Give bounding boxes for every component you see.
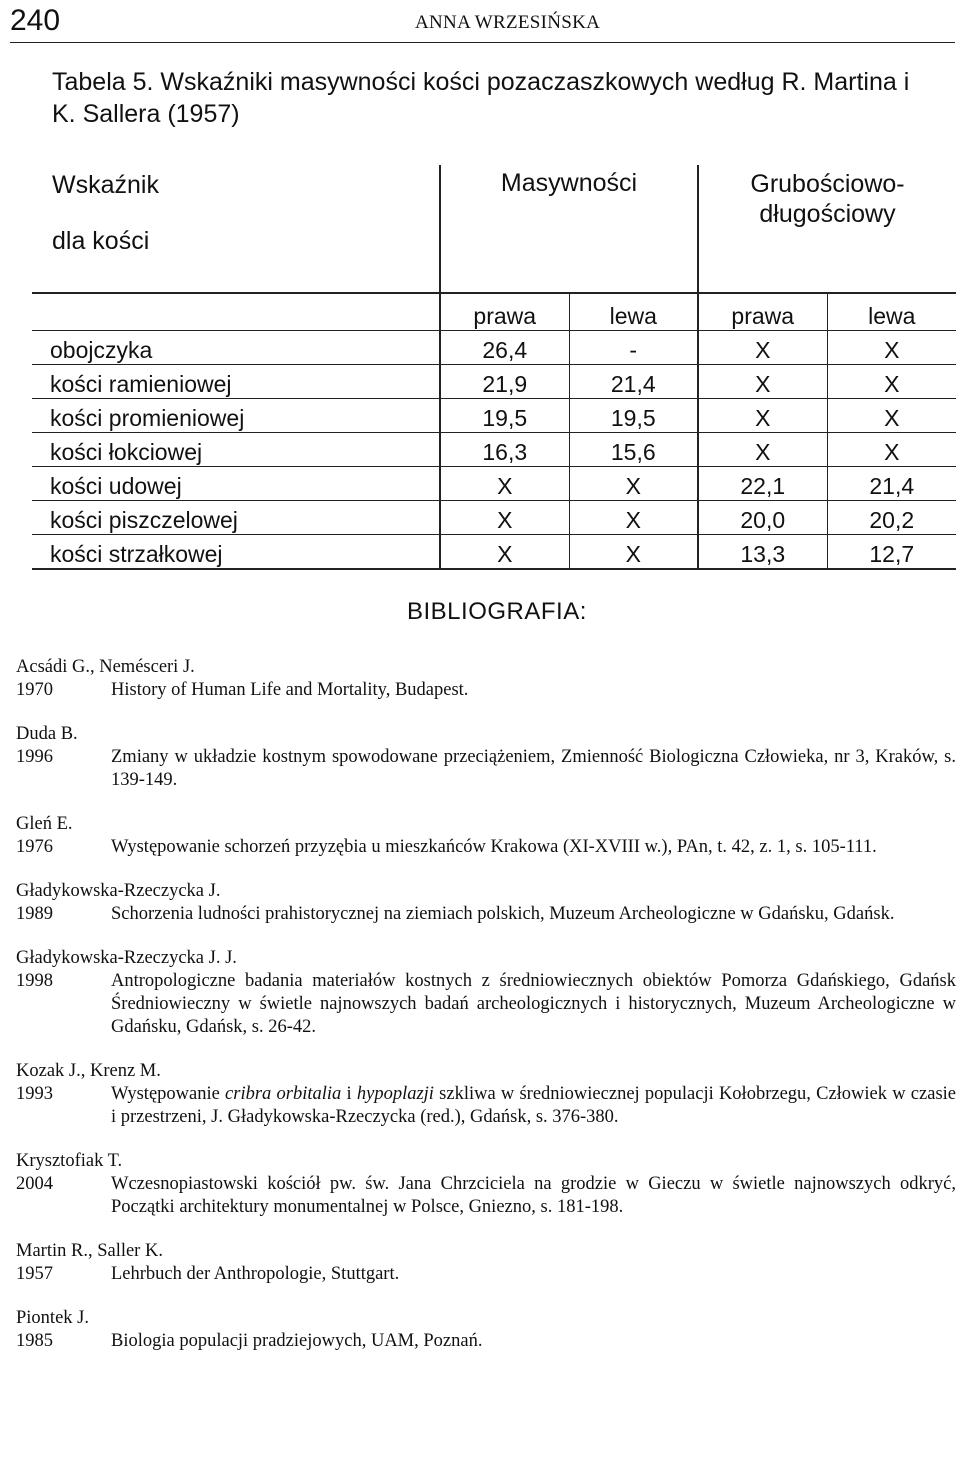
row-name: kości łokciowej <box>32 433 440 467</box>
robustness-index-table <box>32 165 956 570</box>
cell-value: X <box>440 467 569 501</box>
row-name: kości udowej <box>32 467 440 501</box>
bib-author: Piontek J. <box>16 1308 89 1328</box>
bib-text: Wczesnopiastowski kościół pw. św. Jana Chrzciciela na grodzie w Gieczu w świetle najnowszych odkryć, Początki architektury monumentalnej w Polsce, Gniezno, s. 181-198. <box>111 1174 956 1217</box>
bib-text: Antropologiczne badania materiałów kostnych z średniowiecznych obiektów Pomorza Gdańskiego, Gdańsk Średniowieczny w świetle najnowszych badań archeologicznych i historycznych, Muzeum Archeologiczne w Gdańsku, Gdańsk, s. 26-42. <box>111 971 956 1037</box>
bib-author: Martin R., Saller K. <box>16 1241 163 1261</box>
col-thickness-length-header: Grubościowo-długościowy <box>750 170 905 228</box>
page-number: 240 <box>10 4 61 37</box>
bib-entry <box>16 880 956 926</box>
cell-value: X <box>569 535 698 570</box>
table-row <box>32 501 956 535</box>
table-header-row <box>32 165 956 293</box>
table-caption: Tabela 5. Wskaźniki masywności kości pozaczaszkowych według R. Martina i K. Sallera (1957) <box>52 68 910 128</box>
col-robustness-header: Masywności <box>440 165 698 293</box>
bib-author: Duda B. <box>16 724 78 744</box>
cell-value: 20,0 <box>698 501 827 535</box>
bib-entry <box>16 1150 956 1219</box>
row-name: kości strzałkowej <box>32 535 440 570</box>
running-head: ANNA WRZESIŃSKA <box>415 12 601 33</box>
bib-author: Gleń E. <box>16 814 73 834</box>
bib-text: Zmiany w układzie kostnym spowodowane przeciążeniem, Zmienność Biologiczna Człowieka, nr 3, Kraków, s. 139-149. <box>111 747 956 790</box>
cell-value: 19,5 <box>440 399 569 433</box>
cell-value: X <box>569 501 698 535</box>
cell-value: 13,3 <box>698 535 827 570</box>
table-row <box>32 535 956 570</box>
subheader-left-1: lewa <box>569 293 698 331</box>
table-row <box>32 433 956 467</box>
subheader-blank <box>32 293 440 331</box>
col-index-header-line2: dla kości <box>52 227 150 255</box>
table-row <box>32 399 956 433</box>
table-row <box>32 365 956 399</box>
bib-author: Gładykowska-Rzeczycka J. J. <box>16 948 237 968</box>
row-name: kości piszczelowej <box>32 501 440 535</box>
table-row <box>32 467 956 501</box>
bib-text-italic: hypoplazji <box>356 1084 434 1104</box>
bib-text: Lehrbuch der Anthropologie, Stuttgart. <box>111 1264 400 1284</box>
bib-year: 1976 <box>16 837 53 857</box>
bib-text: Występowanie cribra orbitalia i hypoplazji szkliwa w średniowiecznej populacji Kołobrzegu, Człowiek w czasie i przestrzeni, J. Gładykowska-Rzeczycka (red.), Gdańsk, s. 376-380. <box>111 1084 956 1127</box>
bib-entry <box>16 656 956 702</box>
cell-value: X <box>827 433 956 467</box>
bib-author: Kozak J., Krenz M. <box>16 1061 161 1081</box>
bib-text: Schorzenia ludności prahistorycznej na ziemiach polskich, Muzeum Archeologiczne w Gdańsku, Gdańsk. <box>111 904 895 924</box>
bib-year: 1970 <box>16 680 53 700</box>
row-name: kości ramieniowej <box>32 365 440 399</box>
cell-value: 21,4 <box>827 467 956 501</box>
cell-value: 15,6 <box>569 433 698 467</box>
bib-entry <box>16 813 956 859</box>
cell-value: X <box>440 501 569 535</box>
bib-year: 1998 <box>16 971 53 991</box>
bib-entry <box>16 1240 956 1286</box>
row-name: obojczyka <box>32 331 440 365</box>
bib-author: Krysztofiak T. <box>16 1151 123 1171</box>
bib-text-italic: cribra orbitalia <box>225 1084 342 1104</box>
page-header <box>10 2 955 43</box>
bib-year: 1985 <box>16 1331 53 1351</box>
bib-entry <box>16 723 956 792</box>
row-name: kości promieniowej <box>32 399 440 433</box>
cell-value: X <box>698 331 827 365</box>
cell-value: 21,4 <box>569 365 698 399</box>
col-index-header-line1: Wskaźnik <box>52 171 159 199</box>
table-subheader-row <box>32 293 956 331</box>
bib-year: 1989 <box>16 904 53 924</box>
bib-year: 1957 <box>16 1264 53 1284</box>
bib-text: History of Human Life and Mortality, Budapest. <box>111 680 469 700</box>
cell-value: X <box>440 535 569 570</box>
subheader-right-1: prawa <box>440 293 569 331</box>
cell-value: X <box>569 467 698 501</box>
bib-author: Gładykowska-Rzeczycka J. <box>16 881 221 901</box>
cell-value: 26,4 <box>440 331 569 365</box>
cell-value: X <box>827 399 956 433</box>
cell-value: X <box>698 433 827 467</box>
subheader-right-2: prawa <box>698 293 827 331</box>
col-index-header <box>32 165 440 293</box>
table-row <box>32 331 956 365</box>
cell-value: X <box>827 365 956 399</box>
bib-entry <box>16 1060 956 1129</box>
cell-value: 21,9 <box>440 365 569 399</box>
cell-value: 22,1 <box>698 467 827 501</box>
cell-value: 19,5 <box>569 399 698 433</box>
bib-entry <box>16 1307 956 1353</box>
cell-value: X <box>698 399 827 433</box>
subheader-left-2: lewa <box>827 293 956 331</box>
cell-value: 16,3 <box>440 433 569 467</box>
bib-author: Acsádi G., Nemésceri J. <box>16 657 195 677</box>
bib-entry <box>16 947 956 1039</box>
cell-value: 20,2 <box>827 501 956 535</box>
bib-text: Biologia populacji pradziejowych, UAM, Poznań. <box>111 1331 483 1351</box>
cell-value: X <box>698 365 827 399</box>
cell-value: X <box>827 331 956 365</box>
cell-value: 12,7 <box>827 535 956 570</box>
bibliography-title: BIBLIOGRAFIA: <box>407 598 587 625</box>
bib-year: 1996 <box>16 747 53 767</box>
bib-text: Występowanie schorzeń przyzębia u mieszkańców Krakowa (XI-XVIII w.), PAn, t. 42, z. 1, s. 105-111. <box>111 837 877 857</box>
bib-year: 2004 <box>16 1174 53 1194</box>
bib-year: 1993 <box>16 1084 53 1104</box>
cell-value: - <box>569 331 698 365</box>
bibliography-list <box>16 656 956 1374</box>
